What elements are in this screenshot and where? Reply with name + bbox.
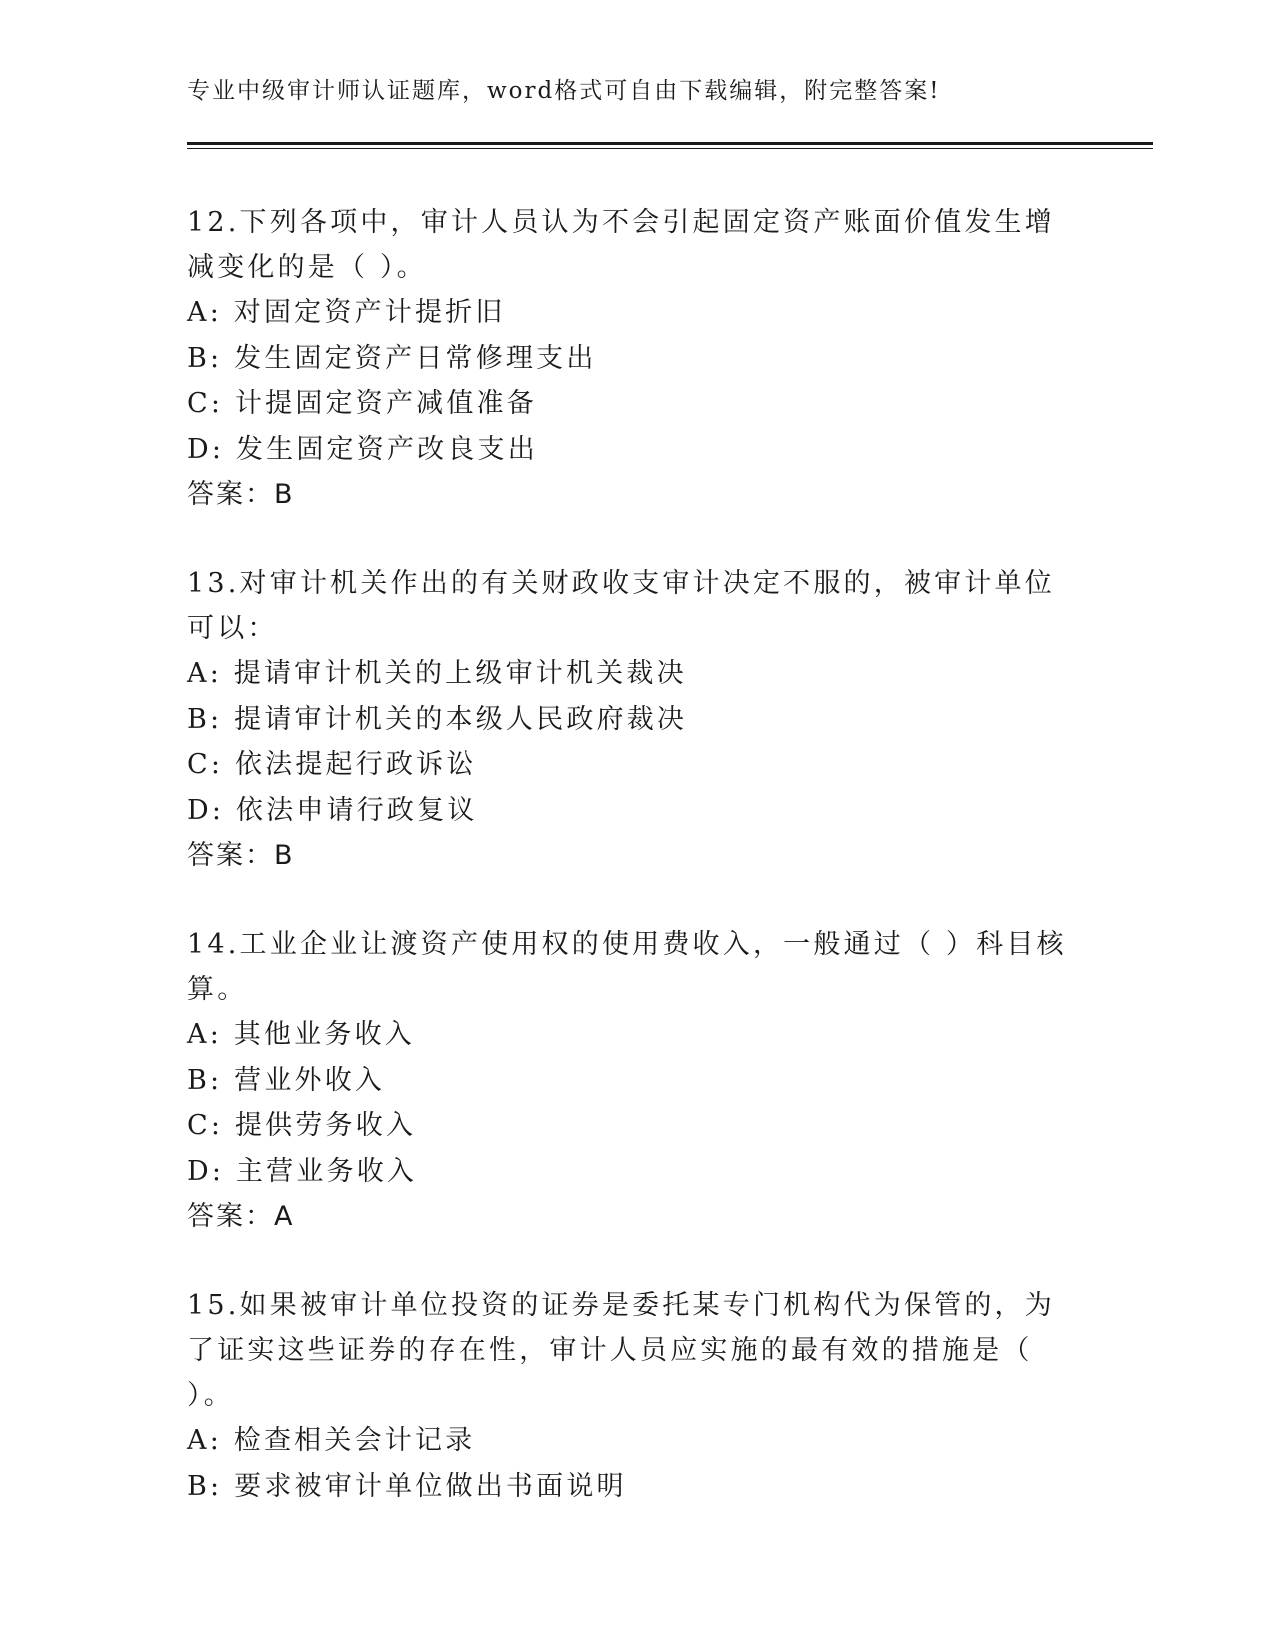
option-b: B: 营业外收入 [187, 1064, 386, 1096]
option-a: A: 对固定资产计提折旧 [187, 297, 506, 328]
question-stem: 12.下列各项中，审计人员认为不会引起固定资产账面价值发生增减变化的是（ ）。 [187, 207, 1055, 283]
question-stem: 15.如果被审计单位投资的证券是委托某专门机构代为保管的，为了证实这些证券的存在性，审计人员应实施的最有效的措施是（ ）。 [187, 1290, 1055, 1411]
answer: 答案：B [187, 840, 295, 871]
answer: 答案：B [187, 479, 295, 510]
option-c: C: 依法提起行政诉讼 [187, 749, 477, 780]
question-14 [187, 922, 1077, 1239]
answer: 答案：A [187, 1201, 295, 1232]
question-list [187, 200, 1077, 1553]
option-d: D: 依法申请行政复议 [187, 794, 478, 826]
option-a: A: 检查相关会计记录 [187, 1425, 476, 1456]
header-divider-thin [187, 148, 1153, 149]
page-header: 专业中级审计师认证题库，word格式可自由下载编辑，附完整答案! [187, 78, 941, 104]
option-b: B: 要求被审计单位做出书面说明 [187, 1470, 627, 1502]
question-15 [187, 1283, 1077, 1509]
option-d: D: 发生固定资产改良支出 [187, 433, 538, 465]
option-c: C: 提供劳务收入 [187, 1110, 417, 1141]
option-b: B: 发生固定资产日常修理支出 [187, 342, 597, 374]
question-stem: 14.工业企业让渡资产使用权的使用费收入，一般通过（ ）科目核算。 [187, 929, 1067, 1005]
option-a: A: 提请审计机关的上级审计机关裁决 [187, 658, 687, 689]
question-13 [187, 561, 1077, 878]
question-12 [187, 200, 1077, 517]
option-b: B: 提请审计机关的本级人民政府裁决 [187, 703, 688, 735]
option-c: C: 计提固定资产减值准备 [187, 388, 537, 419]
option-a: A: 其他业务收入 [187, 1019, 415, 1050]
header-divider-thick [187, 142, 1153, 145]
question-stem: 13.对审计机关作出的有关财政收支审计决定不服的，被审计单位可以： [187, 568, 1055, 644]
option-d: D: 主营业务收入 [187, 1155, 418, 1187]
